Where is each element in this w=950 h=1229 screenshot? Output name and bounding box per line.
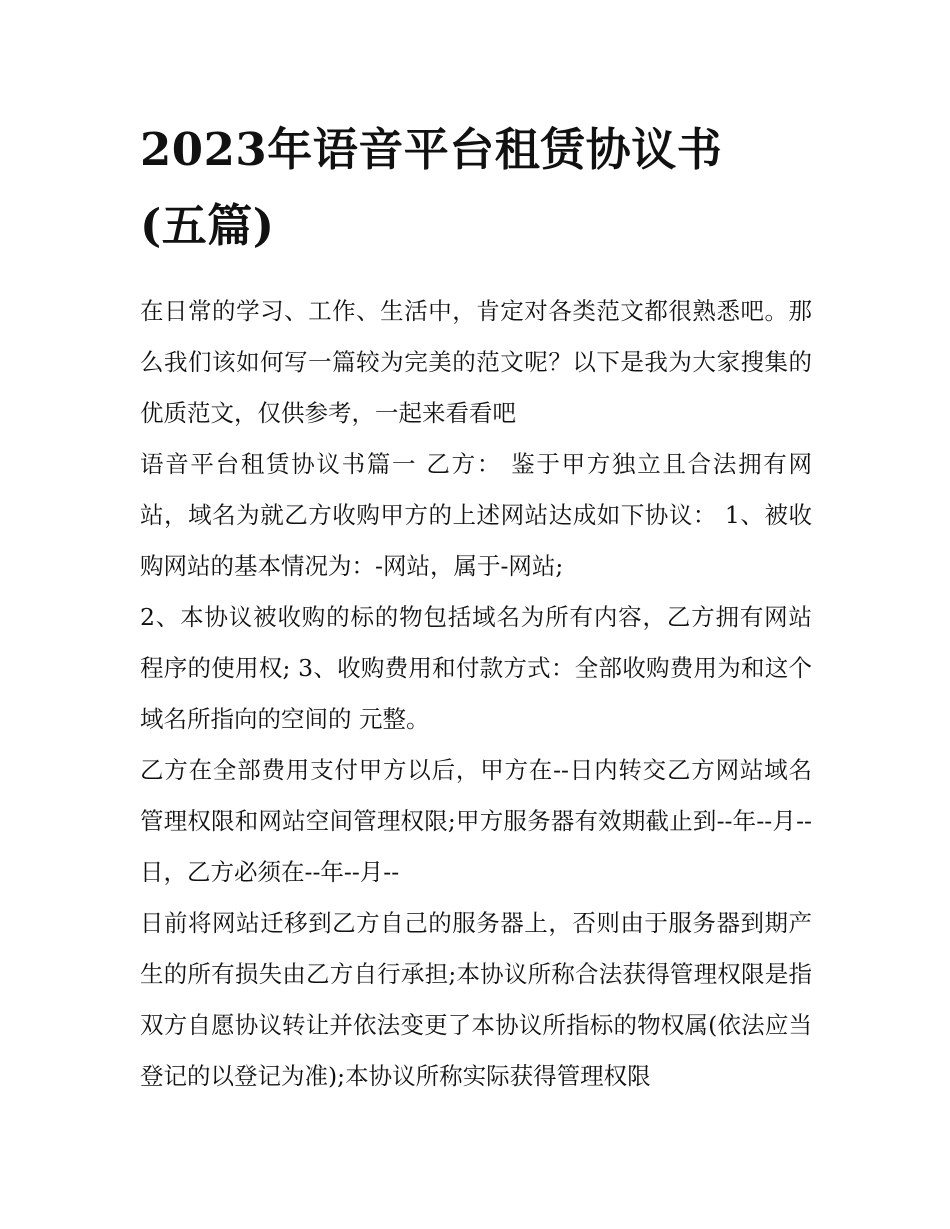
title-line-2: (五篇): [140, 199, 275, 252]
document-body: [140, 286, 812, 1102]
title-line-1: 2023年语音平台租赁协议书: [140, 123, 723, 176]
paragraph-intro: 在日常的学习、工作、生活中，肯定对各类范文都很熟悉吧。那么我们该如何写一篇较为完美的范文呢？以下是我为大家搜集的优质范文，仅供参考，一起来看看吧: [140, 297, 812, 427]
paragraph-article-3: 乙方在全部费用支付甲方以后，甲方在--日内转交乙方网站域名管理权限和网站空间管理权限;甲方服务器有效期截止到--年--月--日，乙方必须在--年--月--: [140, 756, 812, 886]
paragraph-article-1: 语音平台租赁协议书篇一 乙方： 鉴于甲方独立且合法拥有网站，域名为就乙方收购甲方的上述网站达成如下协议： 1、被收购网站的基本情况为：-网站，属于-网站;: [140, 450, 812, 580]
paragraph-article-2: 2、本协议被收购的标的物包括域名为所有内容，乙方拥有网站程序的使用权; 3、收购费用和付款方式：全部收购费用为和这个域名所指向的空间的 元整。: [140, 603, 812, 733]
paragraph-article-4: 日前将网站迁移到乙方自己的服务器上，否则由于服务器到期产生的所有损失由乙方自行承担;本协议所称合法获得管理权限是指双方自愿协议转让并依法变更了本协议所指标的物权属(依法应当登记的以登记为准);本协议所称实际获得管理权限: [140, 909, 812, 1090]
document-page: [140, 112, 812, 1102]
document-title: [140, 112, 812, 264]
